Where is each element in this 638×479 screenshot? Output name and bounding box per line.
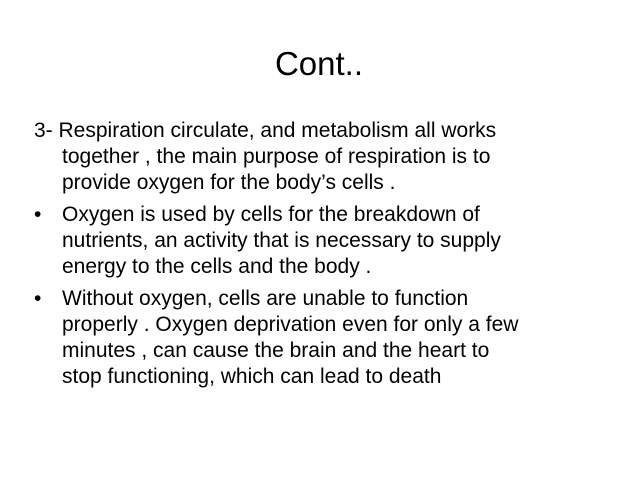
slide-body [34, 118, 624, 396]
text-line: minutes , can cause the brain and the heart to [62, 339, 490, 362]
slide-title: Cont.. [274, 45, 364, 82]
bullet-icon: • [34, 203, 42, 226]
text-line: Without oxygen, cells are unable to function [62, 287, 469, 310]
text-line: energy to the cells and the body . [62, 255, 372, 278]
bullet-item-oxygen-deprivation [34, 286, 624, 390]
text-line: stop functioning, which can lead to death [62, 365, 442, 388]
text-line: nutrients, an activity that is necessary to supply [62, 229, 501, 252]
bullet-icon: • [34, 287, 42, 310]
bullet-item-oxygen-use [34, 202, 624, 280]
text-line: properly . Oxygen deprivation even for only a few [62, 313, 519, 336]
paragraph-respiration [34, 118, 624, 196]
text-line: provide oxygen for the body’s cells . [62, 171, 396, 194]
text-line: 3- Respiration circulate, and metabolism all works [34, 119, 497, 142]
text-line: Oxygen is used by cells for the breakdown of [62, 203, 480, 226]
text-line: together , the main purpose of respiration is to [62, 145, 491, 168]
